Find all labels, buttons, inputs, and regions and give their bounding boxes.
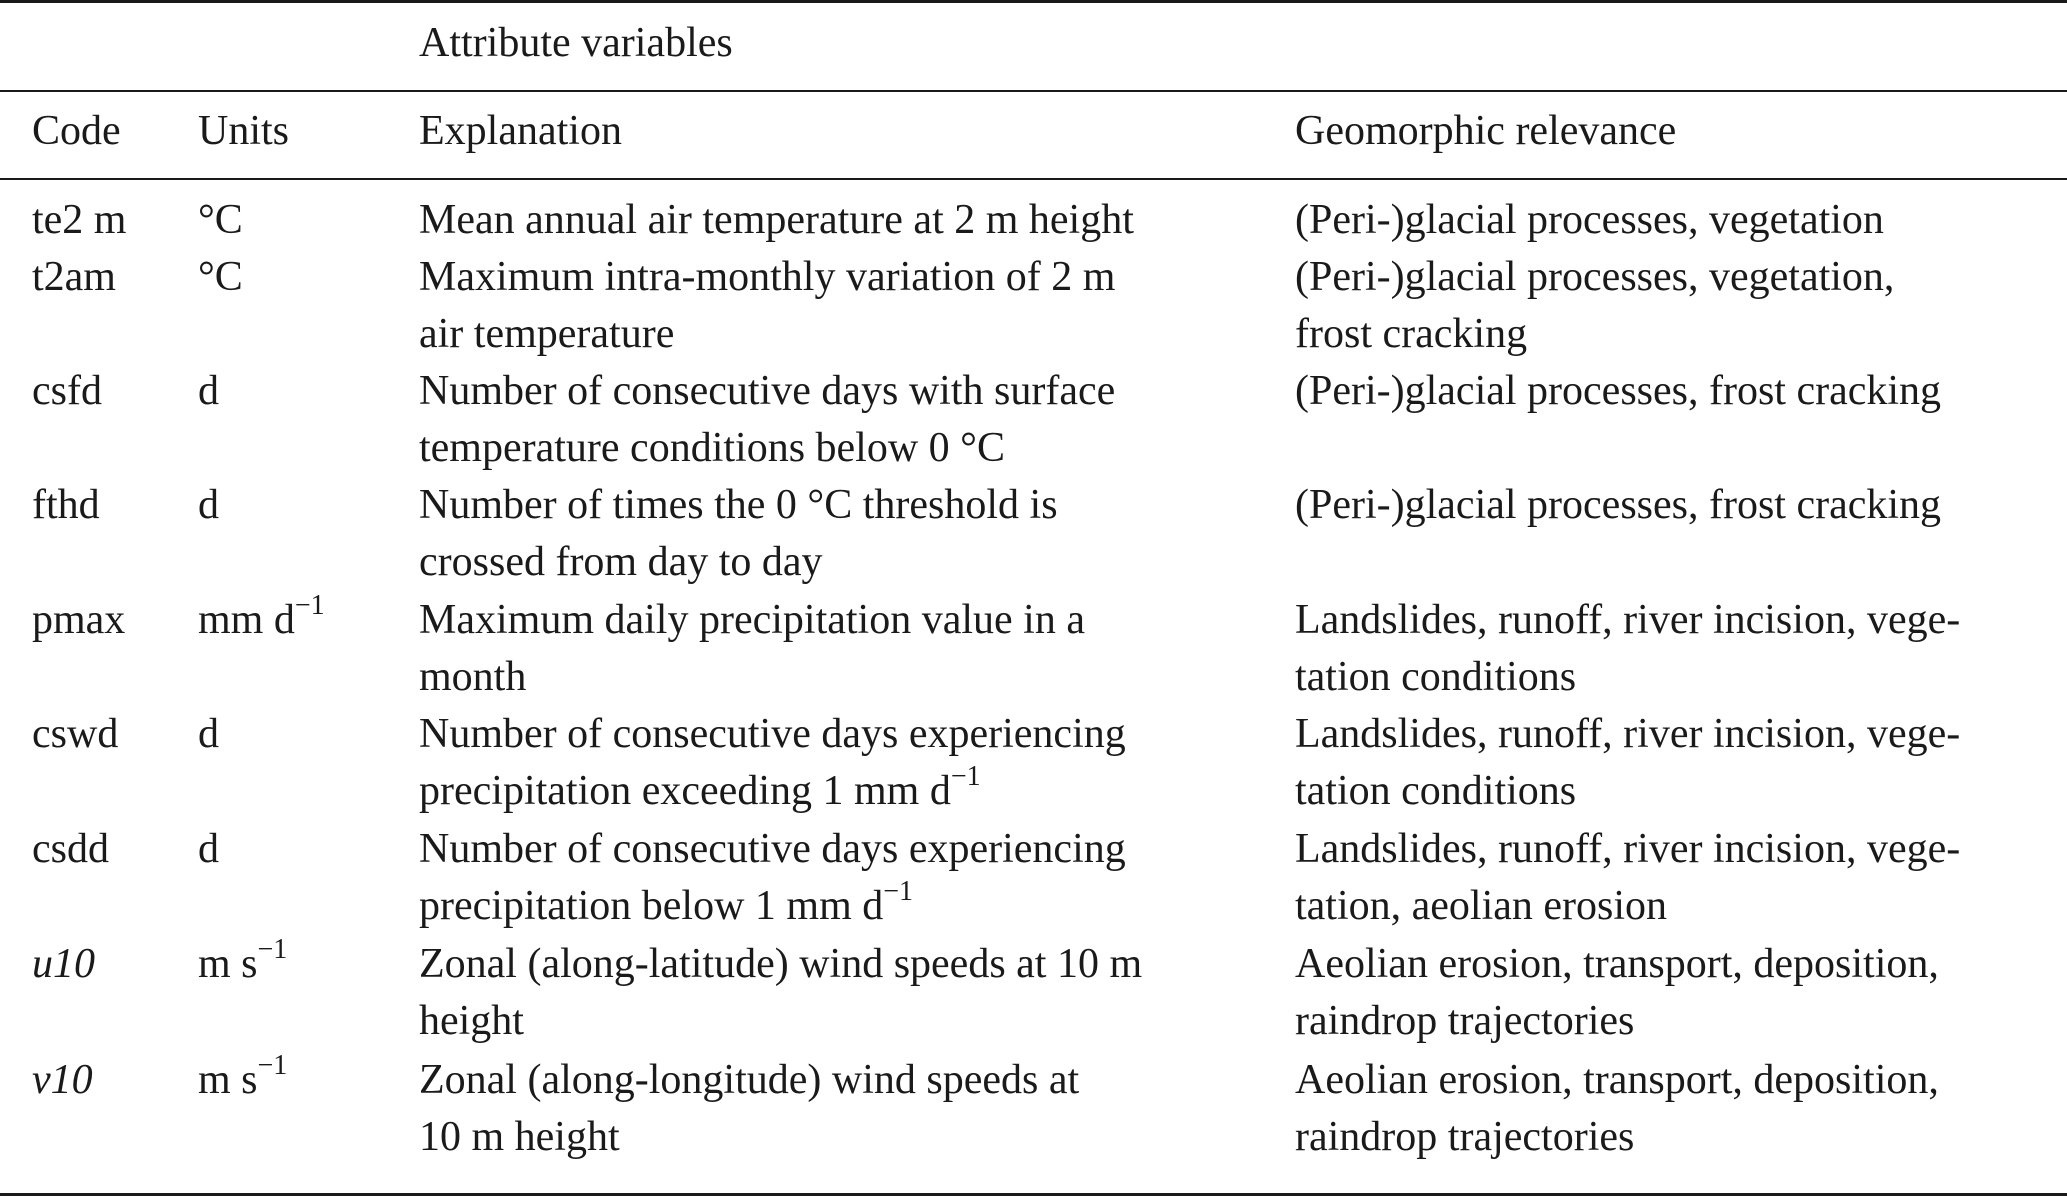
row-csdd-explanation-line2 — [419, 878, 913, 935]
row-te2m-units: °C — [198, 197, 243, 243]
row-u10-explanation-line1: Zonal (along-latitude) wind speeds at 10 m — [419, 941, 1143, 987]
row-csfd-units: d — [198, 368, 219, 414]
row-fthd-geomorphic: (Peri-)glacial processes, frost cracking — [1295, 482, 1942, 528]
row-csfd-explanation-line2: temperature conditions below 0 °C — [419, 425, 1005, 471]
row-cswd-explanation-line1: Number of consecutive days experiencing — [419, 711, 1126, 757]
row-u10-units — [198, 936, 287, 993]
header-top-rule — [0, 90, 2067, 92]
column-header-geomorphic-relevance: Geomorphic relevance — [1295, 108, 1677, 154]
row-v10-units — [198, 1052, 287, 1109]
row-t2am-explanation-line1: Maximum intra-monthly variation of 2 m — [419, 254, 1116, 300]
row-fthd-explanation-line2: crossed from day to day — [419, 539, 823, 585]
row-v10-units-base: m s — [198, 1057, 258, 1103]
row-csdd-explanation-line1: Number of consecutive days experiencing — [419, 826, 1126, 872]
row-cswd-explanation-exponent: −1 — [950, 761, 981, 792]
row-cswd-geomorphic-line1: Landslides, runoff, river incision, vege- — [1295, 711, 1961, 757]
header-bottom-rule — [0, 178, 2067, 180]
row-t2am-geomorphic-line2: frost cracking — [1295, 311, 1528, 357]
row-csfd-geomorphic: (Peri-)glacial processes, frost cracking — [1295, 368, 1942, 414]
row-te2m-code: te2 m — [32, 197, 127, 243]
row-csdd-geomorphic-line1: Landslides, runoff, river incision, vege- — [1295, 826, 1961, 872]
row-u10-geomorphic-line1: Aeolian erosion, transport, deposition, — [1295, 941, 1939, 987]
row-csdd-explanation-exponent: −1 — [883, 876, 914, 907]
row-v10-code: v10 — [32, 1057, 93, 1103]
row-t2am-code: t2am — [32, 254, 116, 300]
row-csdd-units: d — [198, 826, 219, 872]
table-bottom-rule — [0, 1193, 2067, 1196]
row-fthd-code: fthd — [32, 482, 100, 528]
row-fthd-explanation-line1: Number of times the 0 °C threshold is — [419, 482, 1058, 528]
row-cswd-code: cswd — [32, 711, 119, 757]
row-v10-units-exponent: −1 — [257, 1050, 288, 1081]
row-u10-code: u10 — [32, 941, 95, 987]
row-cswd-units: d — [198, 711, 219, 757]
row-u10-units-exponent: −1 — [257, 934, 288, 965]
column-header-units: Units — [198, 108, 290, 154]
row-csfd-explanation-line1: Number of consecutive days with surface — [419, 368, 1116, 414]
row-fthd-units: d — [198, 482, 219, 528]
row-te2m-explanation: Mean annual air temperature at 2 m height — [419, 197, 1134, 243]
row-u10-explanation-line2: height — [419, 998, 524, 1044]
row-v10-geomorphic-line1: Aeolian erosion, transport, deposition, — [1295, 1057, 1939, 1103]
row-csdd-explanation-line2-base: precipitation below 1 mm d — [419, 883, 884, 929]
table-caption-header: Attribute variables — [419, 20, 733, 66]
row-v10-geomorphic-line2: raindrop trajectories — [1295, 1114, 1635, 1160]
row-pmax-code: pmax — [32, 597, 126, 643]
row-u10-geomorphic-line2: raindrop trajectories — [1295, 998, 1635, 1044]
row-t2am-geomorphic-line1: (Peri-)glacial processes, vegetation, — [1295, 254, 1895, 300]
row-cswd-explanation-line2-base: precipitation exceeding 1 mm d — [419, 768, 951, 814]
row-v10-explanation-line2: 10 m height — [419, 1114, 620, 1160]
row-cswd-explanation-line2 — [419, 763, 981, 820]
row-pmax-geomorphic-line2: tation conditions — [1295, 654, 1577, 700]
row-t2am-explanation-line2: air temperature — [419, 311, 675, 357]
row-csdd-code: csdd — [32, 826, 109, 872]
column-header-code: Code — [32, 108, 121, 154]
row-cswd-geomorphic-line2: tation conditions — [1295, 768, 1577, 814]
row-v10-explanation-line1: Zonal (along-longitude) wind speeds at — [419, 1057, 1080, 1103]
row-pmax-explanation-line2: month — [419, 654, 527, 700]
row-te2m-geomorphic: (Peri-)glacial processes, vegetation — [1295, 197, 1884, 243]
row-pmax-units — [198, 592, 325, 649]
row-pmax-geomorphic-line1: Landslides, runoff, river incision, vege- — [1295, 597, 1961, 643]
row-pmax-units-exponent: −1 — [294, 590, 325, 621]
row-t2am-units: °C — [198, 254, 243, 300]
table-top-rule — [0, 0, 2067, 3]
column-header-explanation: Explanation — [419, 108, 622, 154]
row-csdd-geomorphic-line2: tation, aeolian erosion — [1295, 883, 1668, 929]
row-pmax-units-base: mm d — [198, 597, 295, 643]
row-csfd-code: csfd — [32, 368, 102, 414]
row-pmax-explanation-line1: Maximum daily precipitation value in a — [419, 597, 1085, 643]
row-u10-units-base: m s — [198, 941, 258, 987]
